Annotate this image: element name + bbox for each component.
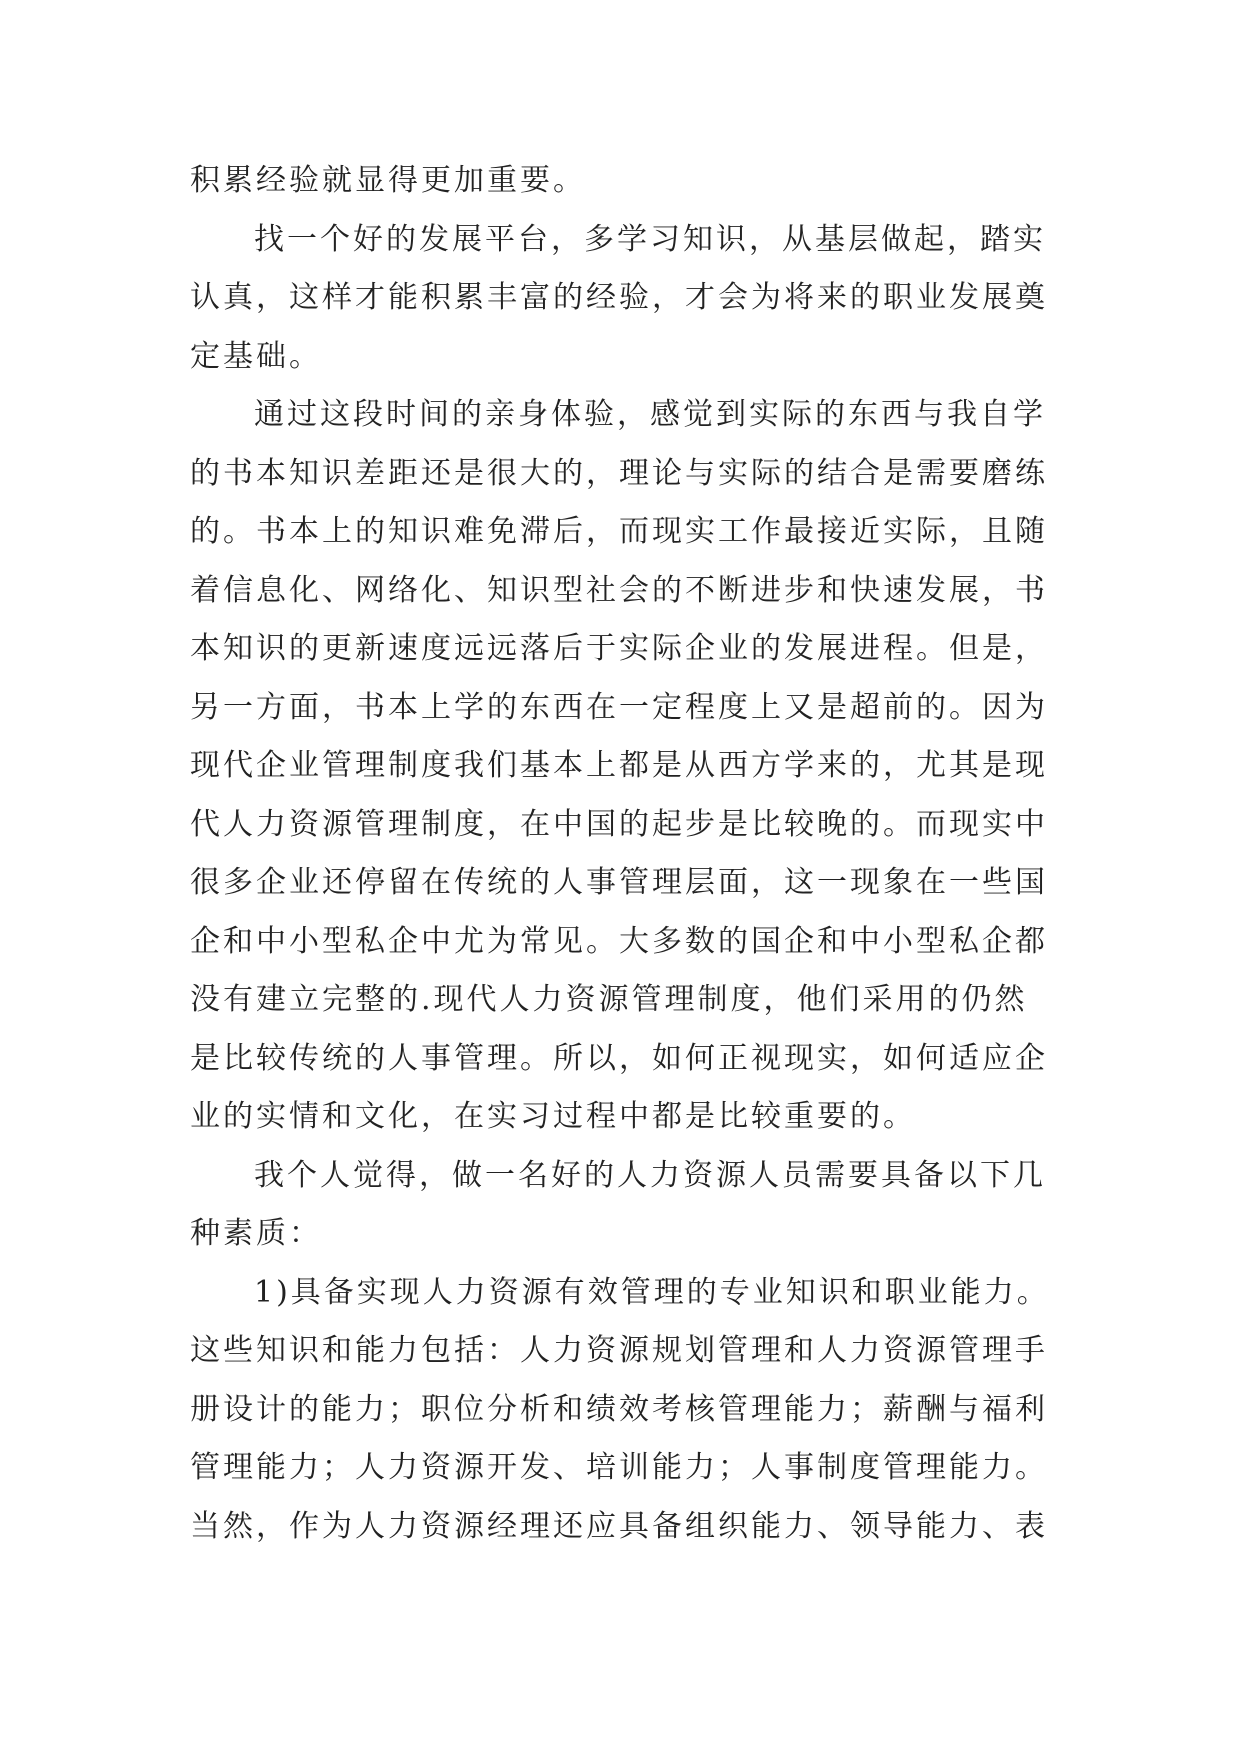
text-line: 着信息化、网络化、知识型社会的不断进步和快速发展，书 — [190, 572, 1048, 608]
text-line: 我个人觉得，做一名好的人力资源人员需要具备以下几 — [254, 1157, 1046, 1193]
text-line: 的。书本上的知识难免滞后，而现实工作最接近实际，且随 — [190, 514, 1048, 549]
text-line: 认真，这样才能积累丰富的经验，才会为将来的职业发展奠 — [190, 280, 1048, 315]
text-line: 本知识的更新速度远远落后于实际企业的发展进程。但是， — [190, 631, 1048, 666]
text-line: 业的实情和文化，在实习过程中都是比较重要的。 — [190, 1099, 916, 1134]
text-line: 找一个好的发展平台，多学习知识，从基层做起，踏实 — [254, 221, 1046, 257]
text-line: 管理能力；人力资源开发、培训能力；人事制度管理能力。 — [190, 1450, 1048, 1485]
text-line: 是比较传统的人事管理。所以，如何正视现实，如何适应企 — [190, 1040, 1048, 1076]
body-text — [190, 152, 1070, 1556]
text-line: 积累经验就显得更加重要。 — [190, 163, 586, 198]
text-line: 很多企业还停留在传统的人事管理层面，这一现象在一些国 — [190, 865, 1048, 900]
text-line: 的书本知识差距还是很大的，理论与实际的结合是需要磨练 — [190, 455, 1048, 491]
text-line: 没有建立完整的.现代人力资源管理制度，他们采用的仍然 — [190, 982, 1028, 1017]
text-line: 另一方面，书本上学的东西在一定程度上又是超前的。因为 — [190, 689, 1048, 725]
text-line: 册设计的能力；职位分析和绩效考核管理能力；薪酬与福利 — [190, 1391, 1048, 1427]
text-line: 企和中小型私企中尤为常见。大多数的国企和中小型私企都 — [190, 923, 1048, 959]
text-line: 这些知识和能力包括：人力资源规划管理和人力资源管理手 — [190, 1333, 1048, 1368]
text-line: 通过这段时间的亲身体验，感觉到实际的东西与我自学 — [254, 397, 1046, 432]
text-line: 当然，作为人力资源经理还应具备组织能力、领导能力、表 — [190, 1508, 1048, 1544]
text-line: 1)具备实现人力资源有效管理的专业知识和职业能力。 — [254, 1274, 1050, 1310]
text-line: 代人力资源管理制度，在中国的起步是比较晚的。而现实中 — [190, 806, 1048, 842]
text-line: 定基础。 — [190, 338, 322, 374]
text-line: 现代企业管理制度我们基本上都是从西方学来的，尤其是现 — [190, 748, 1048, 783]
text-line: 种素质： — [190, 1216, 322, 1251]
